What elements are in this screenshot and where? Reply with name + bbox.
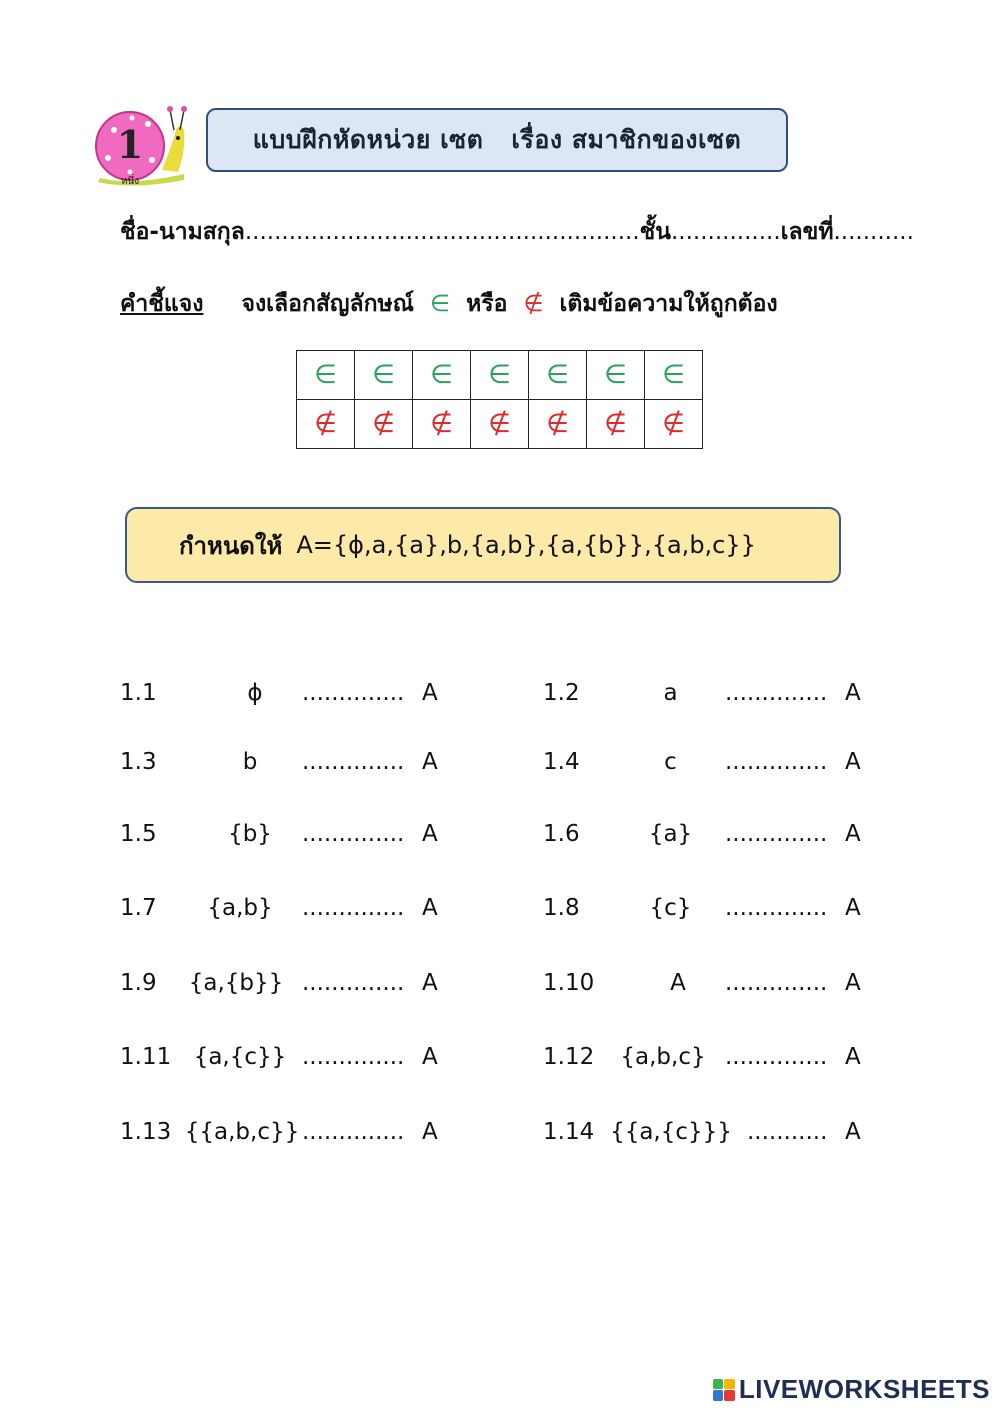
question-element: c <box>664 749 677 775</box>
question-1-14 <box>543 1119 883 1151</box>
element-of-icon: ∈ <box>430 291 451 317</box>
question-set: A <box>422 1044 438 1070</box>
symbol-not-in-tile[interactable]: ∉ <box>587 400 645 449</box>
question-set: A <box>845 1044 861 1070</box>
class-label: ชั้น <box>639 219 671 245</box>
question-set: A <box>422 970 438 996</box>
question-1-9 <box>120 970 460 1002</box>
answer-blank[interactable]: .............. <box>302 821 405 847</box>
answer-blank[interactable]: .............. <box>302 680 405 706</box>
answer-blank[interactable]: .............. <box>302 749 405 775</box>
symbol-not-in-tile[interactable]: ∉ <box>355 400 413 449</box>
symbol-in-tile[interactable]: ∈ <box>413 351 471 400</box>
svg-text:หนึ่ง: หนึ่ง <box>120 176 140 187</box>
answer-blank[interactable]: ........... <box>747 1119 828 1145</box>
liveworksheets-logo-icon <box>713 1379 735 1401</box>
answer-blank[interactable]: .............. <box>725 970 828 996</box>
question-number: 1.7 <box>120 895 157 921</box>
question-element: {a,b} <box>207 895 273 921</box>
question-element: {{a,{c}}} <box>610 1119 732 1145</box>
question-number: 1.2 <box>543 680 580 706</box>
question-1-3 <box>120 749 460 781</box>
question-1-12 <box>543 1044 883 1076</box>
title-topic: เรื่อง สมาชิกของเซต <box>511 125 742 154</box>
snail-logo <box>92 100 192 188</box>
instructions-text-after: เติมข้อความให้ถูกต้อง <box>559 291 778 317</box>
symbol-in-tile[interactable]: ∈ <box>297 351 355 400</box>
answer-blank[interactable]: .............. <box>725 895 828 921</box>
question-number: 1.3 <box>120 749 157 775</box>
question-1-5 <box>120 821 460 853</box>
answer-blank[interactable]: .............. <box>725 680 828 706</box>
answer-blank[interactable]: .............. <box>302 970 405 996</box>
question-number: 1.14 <box>543 1119 595 1145</box>
question-element: a <box>663 680 678 706</box>
question-set: A <box>845 895 861 921</box>
answer-blank[interactable]: .............. <box>302 1119 405 1145</box>
liveworksheets-watermark <box>713 1374 990 1405</box>
instructions-label: คำชี้แจง <box>120 291 204 317</box>
question-element: {a,{b}} <box>188 970 284 996</box>
symbol-in-tile[interactable]: ∈ <box>355 351 413 400</box>
answer-blank[interactable]: .............. <box>725 1044 828 1070</box>
symbol-in-tile[interactable]: ∈ <box>471 351 529 400</box>
symbol-row-not-in <box>297 400 703 449</box>
question-1-6 <box>543 821 883 853</box>
definition-label: กำหนดให้ <box>179 531 283 560</box>
name-field[interactable]: ...................................................... <box>244 219 640 245</box>
answer-blank[interactable]: .............. <box>725 749 828 775</box>
question-set: A <box>422 821 438 847</box>
answer-blank[interactable]: .............. <box>302 1044 405 1070</box>
question-element: {c} <box>649 895 692 921</box>
question-element: {a,{c}} <box>193 1044 287 1070</box>
symbol-in-tile[interactable]: ∈ <box>529 351 587 400</box>
student-info-line <box>120 214 914 250</box>
question-element: A <box>670 970 686 996</box>
question-1-11 <box>120 1044 460 1076</box>
question-element: ϕ <box>247 680 263 706</box>
symbol-row-in <box>297 351 703 400</box>
answer-blank[interactable]: .............. <box>725 821 828 847</box>
number-label: เลขที่ <box>780 219 834 245</box>
question-number: 1.10 <box>543 970 595 996</box>
question-number: 1.13 <box>120 1119 172 1145</box>
watermark-text: LIVEWORKSHEETS <box>738 1374 990 1404</box>
set-definition <box>125 507 841 583</box>
question-set: A <box>845 1119 861 1145</box>
question-number: 1.1 <box>120 680 157 706</box>
number-field[interactable]: ........... <box>833 219 914 245</box>
symbol-not-in-tile[interactable]: ∉ <box>529 400 587 449</box>
symbol-bank <box>296 350 703 449</box>
question-set: A <box>422 749 438 775</box>
question-number: 1.6 <box>543 821 580 847</box>
symbol-in-tile[interactable]: ∈ <box>645 351 703 400</box>
definition-set: A={ϕ,a,{a},b,{a,b},{a,{b}},{a,b,c}} <box>296 531 756 559</box>
instructions <box>120 286 778 322</box>
question-set: A <box>422 680 438 706</box>
name-label: ชื่อ-นามสกุล <box>120 219 245 245</box>
question-element: b <box>242 749 258 775</box>
question-1-8 <box>543 895 883 927</box>
question-number: 1.11 <box>120 1044 172 1070</box>
question-1-1 <box>120 680 460 712</box>
question-number: 1.5 <box>120 821 157 847</box>
title-unit: แบบฝึกหัดหน่วย เซต <box>252 125 484 154</box>
question-set: A <box>422 1119 438 1145</box>
question-number: 1.12 <box>543 1044 595 1070</box>
question-element: {{a,b,c}} <box>184 1119 300 1145</box>
question-element: {a} <box>648 821 693 847</box>
question-set: A <box>845 749 861 775</box>
symbol-not-in-tile[interactable]: ∉ <box>297 400 355 449</box>
question-element: {b} <box>228 821 272 847</box>
question-set: A <box>422 895 438 921</box>
question-set: A <box>845 680 861 706</box>
question-number: 1.9 <box>120 970 157 996</box>
not-element-of-icon: ∉ <box>523 291 544 317</box>
question-1-4 <box>543 749 883 781</box>
svg-text:1: 1 <box>116 122 144 167</box>
symbol-not-in-tile[interactable]: ∉ <box>413 400 471 449</box>
symbol-not-in-tile[interactable]: ∉ <box>471 400 529 449</box>
question-set: A <box>845 821 861 847</box>
instructions-or: หรือ <box>466 291 508 317</box>
question-1-2 <box>543 680 883 712</box>
class-field[interactable]: ............... <box>670 219 781 245</box>
question-number: 1.8 <box>543 895 580 921</box>
question-1-7 <box>120 895 460 927</box>
question-number: 1.4 <box>543 749 580 775</box>
question-1-13 <box>120 1119 460 1151</box>
question-set: A <box>845 970 861 996</box>
symbol-in-tile[interactable]: ∈ <box>587 351 645 400</box>
worksheet-title <box>206 108 788 172</box>
answer-blank[interactable]: .............. <box>302 895 405 921</box>
question-element: {a,b,c} <box>620 1044 706 1070</box>
instructions-text-before: จงเลือกสัญลักษณ์ <box>241 291 415 317</box>
symbol-not-in-tile[interactable]: ∉ <box>645 400 703 449</box>
question-1-10 <box>543 970 883 1002</box>
